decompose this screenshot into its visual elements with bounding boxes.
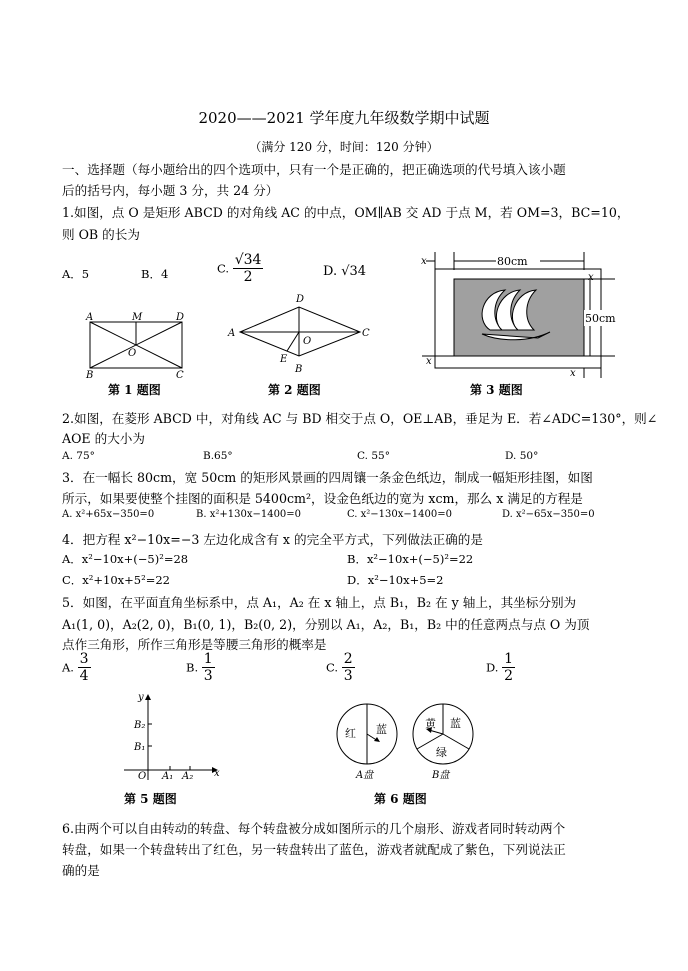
- q5-b-num: 1: [203, 651, 213, 667]
- q5-d-num: 1: [504, 651, 514, 667]
- q1-option-a: A．5: [62, 267, 90, 281]
- q5-d-den: 2: [504, 668, 514, 684]
- fig1-label-a: A: [86, 312, 94, 323]
- q5-option-a: [62, 651, 91, 684]
- q1-c-numerator: √34: [234, 252, 262, 268]
- q1-c-denominator: 2: [243, 269, 253, 285]
- fig2-label-d: D: [296, 294, 305, 305]
- q1-option-c-label: C.: [217, 261, 230, 276]
- fig2-label-o: O: [303, 336, 312, 347]
- q1-option-c: [217, 252, 263, 285]
- q4-option-d: D．x²−10x+5=2: [347, 573, 444, 587]
- fig1-label-o: O: [128, 348, 137, 359]
- fig2-label-a: A: [228, 328, 236, 339]
- q2-option-b: B.65°: [203, 450, 233, 462]
- fig3-width-label: 80cm: [497, 255, 528, 268]
- q2-option-c: C. 55°: [357, 450, 390, 462]
- fig6-blue-label-b: 蓝: [450, 717, 461, 730]
- q5-b-fraction: [202, 651, 215, 684]
- question-5-text-cont: A₁(1, 0)，A₂(2, 0)，B₁(0, 1)，B₂(0, 2)，分别以 A₁，A₂，B₁，B₂ 中的任意两点与点 O 为顶: [62, 617, 590, 632]
- q5-d-label: D.: [486, 660, 499, 675]
- figure-6-caption: 第 6 题图: [374, 792, 427, 806]
- q1-option-d-label: D.: [323, 264, 338, 279]
- fig2-label-e: E: [280, 354, 288, 365]
- fig6-green-label: 绿: [436, 746, 447, 759]
- figure-3-frame: [420, 250, 630, 380]
- q4-option-a: A．x²−10x+(−5)²=28: [62, 552, 189, 566]
- q1-option-d: [323, 264, 366, 279]
- fig6-yellow-label: 黄: [425, 717, 436, 730]
- question-2-text-cont: AOE 的大小为: [62, 431, 145, 446]
- q2-option-a: A. 75°: [62, 450, 95, 462]
- fig6-red-label: 红: [345, 727, 356, 740]
- figure-3-caption: 第 3 题图: [470, 383, 523, 397]
- q5-option-b: [186, 651, 215, 684]
- q5-b-den: 3: [203, 668, 213, 684]
- fig6-plate-a-label: A盘: [356, 770, 374, 781]
- q1-option-c-fraction: [233, 252, 264, 285]
- fig5-origin-label: O: [138, 771, 147, 782]
- question-6-text: 6.由两个可以自由转动的转盘、每个转盘被分成如图所示的几个扇形、游戏者同时转动两个: [62, 821, 566, 836]
- q2-option-d: D. 50°: [505, 450, 539, 462]
- question-6-text-cont: 转盘，如果一个转盘转出了红色，另一转盘转出了蓝色，游戏者就配成了紫色，下列说法正: [62, 842, 566, 857]
- figure-6-spinners: [330, 700, 480, 785]
- q1-option-b: B．4: [141, 267, 169, 281]
- question-2-text: 2.如图，在菱形 ABCD 中，对角线 AC 与 BD 相交于点 O，OE⊥AB，垂足为 E．若∠ADC=130°，则∠: [62, 411, 658, 426]
- q3-option-a: A. x²+65x−350=0: [62, 509, 155, 520]
- q5-a-num: 3: [79, 651, 89, 667]
- figure-1-caption: 第 1 题图: [108, 383, 161, 397]
- fig3-x-right: x: [588, 272, 594, 283]
- exam-info: （满分 120 分，时间：120 分钟）: [249, 140, 439, 154]
- q5-d-fraction: [502, 651, 515, 684]
- question-5-text: 5．如图，在平面直角坐标系中，点 A₁，A₂ 在 x 轴上，点 B₁，B₂ 在 y 轴上，其坐标分别为: [62, 595, 577, 610]
- fig1-label-c: C: [176, 370, 184, 380]
- figure-1-rectangle: [84, 310, 194, 380]
- fig3-x-top: x: [421, 256, 427, 267]
- figure-2-rhombus: [226, 290, 376, 380]
- figure-5-caption: 第 5 题图: [124, 792, 177, 806]
- fig3-x-left: x: [426, 356, 432, 367]
- fig1-label-m: M: [132, 312, 143, 323]
- fig1-label-b: B: [86, 370, 94, 380]
- question-1-text: 1.如图，点 O 是矩形 ABCD 的对角线 AC 的中点，OM∥AB 交 AD 于点 M，若 OM=3，BC=10，: [62, 205, 630, 220]
- fig6-blue-label-a: 蓝: [376, 723, 387, 736]
- q5-c-fraction: [342, 651, 355, 684]
- q5-option-d: [486, 651, 515, 684]
- fig5-a1-label: A₁: [162, 771, 174, 782]
- fig2-label-c: C: [362, 328, 370, 339]
- fig3-height-label: 50cm: [585, 312, 616, 325]
- page-title: 2020——2021 学年度九年级数学期中试题: [198, 109, 490, 127]
- fig5-y-label: y: [138, 692, 144, 703]
- question-5-text-cont2: 点作三角形，所作三角形是等腰三角形的概率是: [62, 637, 327, 652]
- figure-2-caption: 第 2 题图: [268, 383, 321, 397]
- q5-a-label: A.: [62, 660, 74, 675]
- figure-5-axes: [118, 690, 228, 785]
- question-6-text-cont2: 确的是: [62, 863, 100, 878]
- fig5-x-label: x: [214, 768, 220, 779]
- q5-a-fraction: [78, 651, 91, 684]
- fig5-b1-label: B₁: [134, 742, 146, 753]
- fig1-label-d: D: [176, 312, 185, 323]
- q5-c-den: 3: [343, 668, 353, 684]
- q1-option-d-value: √34: [341, 264, 367, 279]
- question-3-text: 3．在一幅长 80cm，宽 50cm 的矩形风景画的四周镶一条金色纸边，制成一幅矩形挂图，如图: [62, 470, 593, 485]
- q3-option-c: C. x²−130x−1400=0: [347, 509, 452, 520]
- fig5-a2-label: A₂: [182, 771, 194, 782]
- q5-option-c: [326, 651, 355, 684]
- q5-c-label: C.: [326, 660, 339, 675]
- q5-a-den: 4: [79, 668, 89, 684]
- section-heading-cont: 后的括号内，每小题 3 分，共 24 分）: [62, 183, 279, 198]
- q5-b-label: B.: [186, 660, 199, 675]
- section-heading: 一、选择题（每小题给出的四个选项中，只有一个是正确的，把正确选项的代号填入该小题: [62, 162, 566, 177]
- question-3-text-cont: 所示，如果要使整个挂图的面积是 5400cm²，设金色纸边的宽为 xcm，那么 x 满足的方程是: [62, 491, 583, 506]
- q4-option-c: C．x²+10x+5²=22: [62, 573, 170, 587]
- fig6-plate-b-label: B盘: [432, 770, 450, 781]
- fig3-x-bottom: x: [570, 368, 576, 379]
- q3-option-d: D. x²−65x−350=0: [502, 509, 595, 520]
- q3-option-b: B. x²+130x−1400=0: [196, 509, 302, 520]
- q5-c-num: 2: [343, 651, 353, 667]
- fig5-b2-label: B₂: [134, 720, 146, 731]
- fig2-label-b: B: [295, 364, 303, 375]
- question-1-text-cont: 则 OB 的长为: [62, 227, 140, 242]
- q4-option-b: B．x²−10x+(−5)²=22: [347, 552, 474, 566]
- question-4-text: 4．把方程 x²−10x=−3 左边化成含有 x 的完全平方式，下列做法正确的是: [62, 532, 483, 547]
